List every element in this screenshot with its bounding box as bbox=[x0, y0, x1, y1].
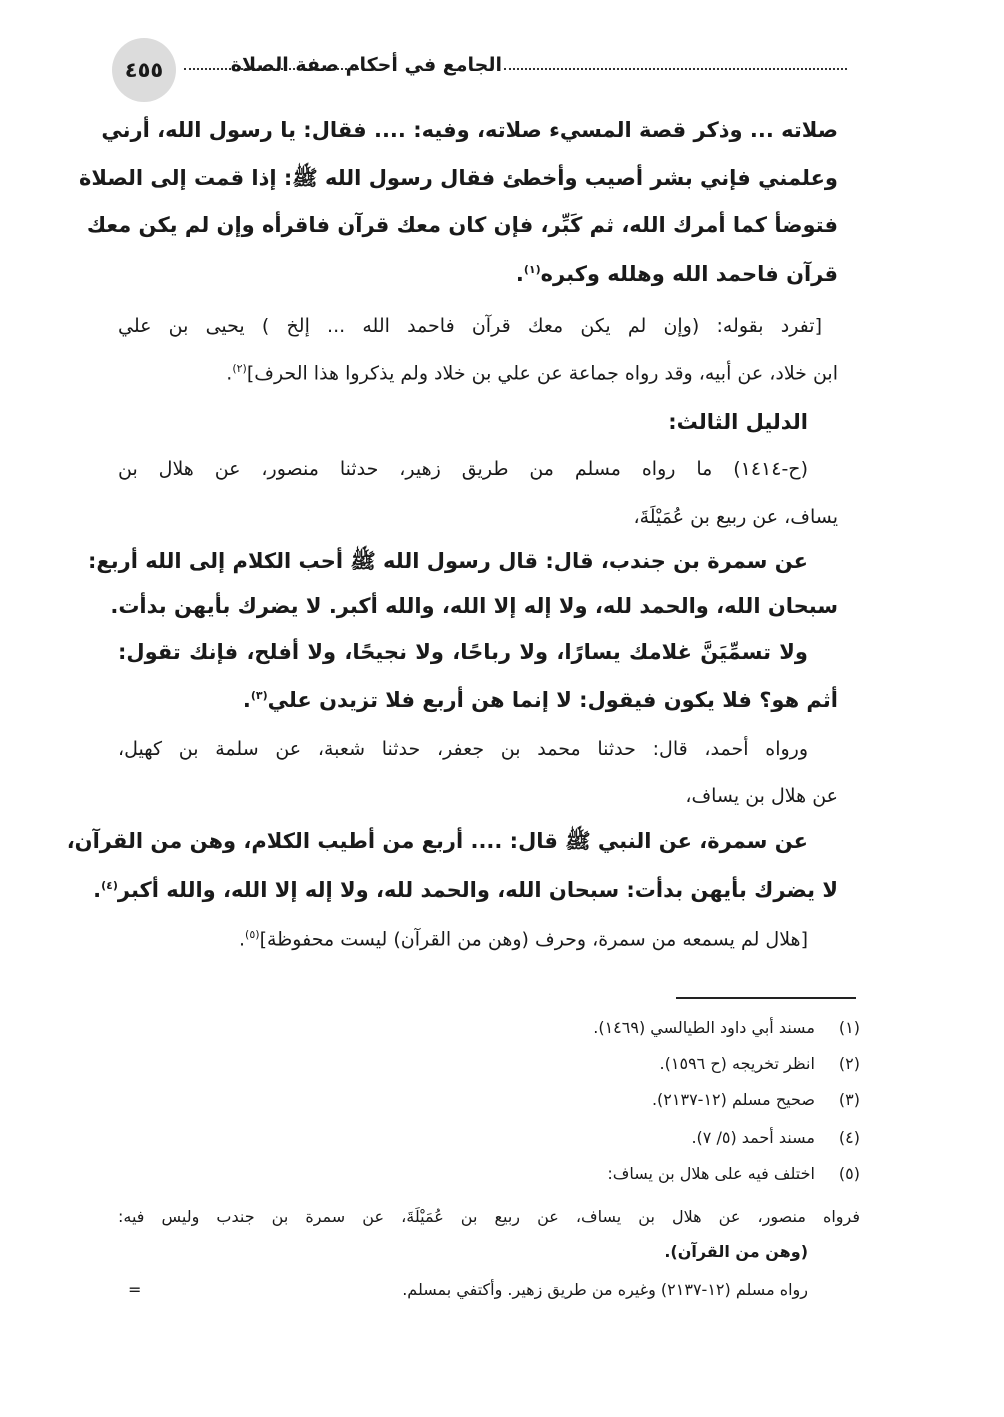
footnote-ref: (٣) bbox=[250, 689, 268, 702]
footnote-item bbox=[593, 1018, 860, 1037]
footnote-continuation: (وهن من القرآن). bbox=[664, 1242, 808, 1261]
footnote-item bbox=[652, 1090, 860, 1109]
section-heading: الدليل الثالث: bbox=[668, 410, 808, 434]
book-title: الجامع في أحكام صفة الصلاة bbox=[230, 54, 502, 76]
footnote-number: (٥) bbox=[838, 1164, 860, 1183]
footnote-continuation: رواه مسلم (١٢-٢١٣٧) وغيره من طريق زهير. وأكتفي بمسلم. bbox=[402, 1280, 808, 1299]
isnad-line: يساف، عن ربيع بن عُمَيْلَةَ، bbox=[633, 506, 838, 528]
footnote-text: مسند أبي داود الطيالسي (١٤٦٩). bbox=[593, 1018, 815, 1037]
isnad-line: (ح-١٤١٤) ما رواه مسلم من طريق زهير، حدثنا منصور، عن هلال بن bbox=[118, 458, 808, 480]
footnote-continuation: فرواه منصور، عن هلال بن يساف، عن ربيع بن عُمَيْلَةَ، عن سمرة بن جندب وليس فيه: bbox=[118, 1207, 860, 1226]
footnote-item bbox=[607, 1164, 860, 1183]
footnote-item bbox=[660, 1054, 860, 1073]
continuation-mark: = bbox=[128, 1280, 142, 1299]
commentary-text: [هلال لم يسمعه من سمرة، وحرف (وهن من القرآن) ليست محفوظة] bbox=[259, 928, 808, 951]
isnad-line: عن هلال بن يساف، bbox=[685, 785, 838, 807]
header-dotted-rule-right bbox=[504, 68, 847, 70]
hadith-line: سبحان الله، والحمد لله، ولا إله إلا الله، والله أكبر. لا يضرك بأيهن بدأت. bbox=[110, 594, 838, 618]
hadith-line-last: أثم هو؟ فلا يكون فيقول: لا إنما هن أربع فلا تزيدن علي$^{(٣)}$. bbox=[242, 688, 838, 712]
page-number-badge: ٤٥٥ bbox=[112, 38, 176, 102]
footnote-number: (٣) bbox=[838, 1090, 860, 1109]
hadith-text: قرآن فاحمد الله وهلله وكبره bbox=[540, 262, 838, 286]
commentary-line-last: ابن خلاد، عن أبيه، وقد رواه جماعة عن علي بن خلاد ولم يذكروا هذا الحرف]$^{(٢)}$. bbox=[226, 362, 838, 385]
hadith-line: وعلمني فإني بشر أصيب وأخطئ فقال رسول الله ﷺ: إذا قمت إلى الصلاة bbox=[78, 166, 838, 190]
footnote-number: (٢) bbox=[838, 1054, 860, 1073]
footnote-ref: (٥) bbox=[245, 928, 260, 941]
hadith-line: ولا تسمِّيَنَّ غلامك يسارًا، ولا رباحًا، ولا نجيحًا، ولا أفلح، فإنك تقول: bbox=[118, 640, 808, 664]
commentary-text: ابن خلاد، عن أبيه، وقد رواه جماعة عن علي بن خلاد ولم يذكروا هذا الحرف] bbox=[246, 362, 838, 385]
commentary-line: [تفرد بقوله: (وإن لم يكن معك قرآن فاحمد الله ... إلخ ) يحيى بن علي bbox=[118, 315, 822, 337]
hadith-line-last: قرآن فاحمد الله وهلله وكبره$^{(١)}$. bbox=[515, 262, 838, 286]
hadith-text: لا يضرك بأيهن بدأت: سبحان الله، والحمد لله، ولا إله إلا الله، والله أكبر bbox=[117, 878, 838, 902]
footnote-number: (١) bbox=[838, 1018, 860, 1037]
hadith-text: أثم هو؟ فلا يكون فيقول: لا إنما هن أربع فلا تزيدن علي bbox=[267, 688, 838, 712]
footnote-ref: (٢) bbox=[232, 362, 247, 375]
hadith-line: فتوضأ كما أمرك الله، ثم كَبِّر، فإن كان معك قرآن فاقرأه وإن لم يكن معك bbox=[86, 213, 838, 237]
hadith-line: عن سمرة بن جندب، قال: قال رسول الله ﷺ أحب الكلام إلى الله أربع: bbox=[87, 549, 808, 573]
isnad-line: ورواه أحمد، قال: حدثنا محمد بن جعفر، حدثنا شعبة، عن سلمة بن كهيل، bbox=[118, 738, 808, 760]
hadith-line-last: لا يضرك بأيهن بدأت: سبحان الله، والحمد لله، ولا إله إلا الله، والله أكبر$^{(٤)}$. bbox=[93, 878, 838, 902]
hadith-line: عن سمرة، عن النبي ﷺ قال: .... أربع من أطيب الكلام، وهن من القرآن، bbox=[66, 829, 808, 853]
hadith-line: صلاته ... وذكر قصة المسيء صلاته، وفيه: .... فقال: يا رسول الله، أرني bbox=[101, 118, 838, 142]
footnote-item bbox=[691, 1128, 860, 1147]
footnote-text: مسند أحمد (٥/ ٧). bbox=[691, 1128, 815, 1147]
footnote-text: انظر تخريجه (ح ١٥٩٦). bbox=[659, 1054, 815, 1073]
running-header bbox=[112, 38, 847, 106]
footnote-ref: (١) bbox=[523, 263, 541, 276]
footnote-ref: (٤) bbox=[101, 879, 118, 892]
footnote-separator bbox=[676, 997, 856, 999]
footnote-text: اختلف فيه على هلال بن يساف: bbox=[607, 1164, 815, 1183]
footnote-number: (٤) bbox=[838, 1128, 860, 1147]
commentary-line: [هلال لم يسمعه من سمرة، وحرف (وهن من القرآن) ليست محفوظة]$^{(٥)}$. bbox=[239, 928, 808, 951]
footnote-text: صحيح مسلم (١٢-٢١٣٧). bbox=[651, 1090, 815, 1109]
